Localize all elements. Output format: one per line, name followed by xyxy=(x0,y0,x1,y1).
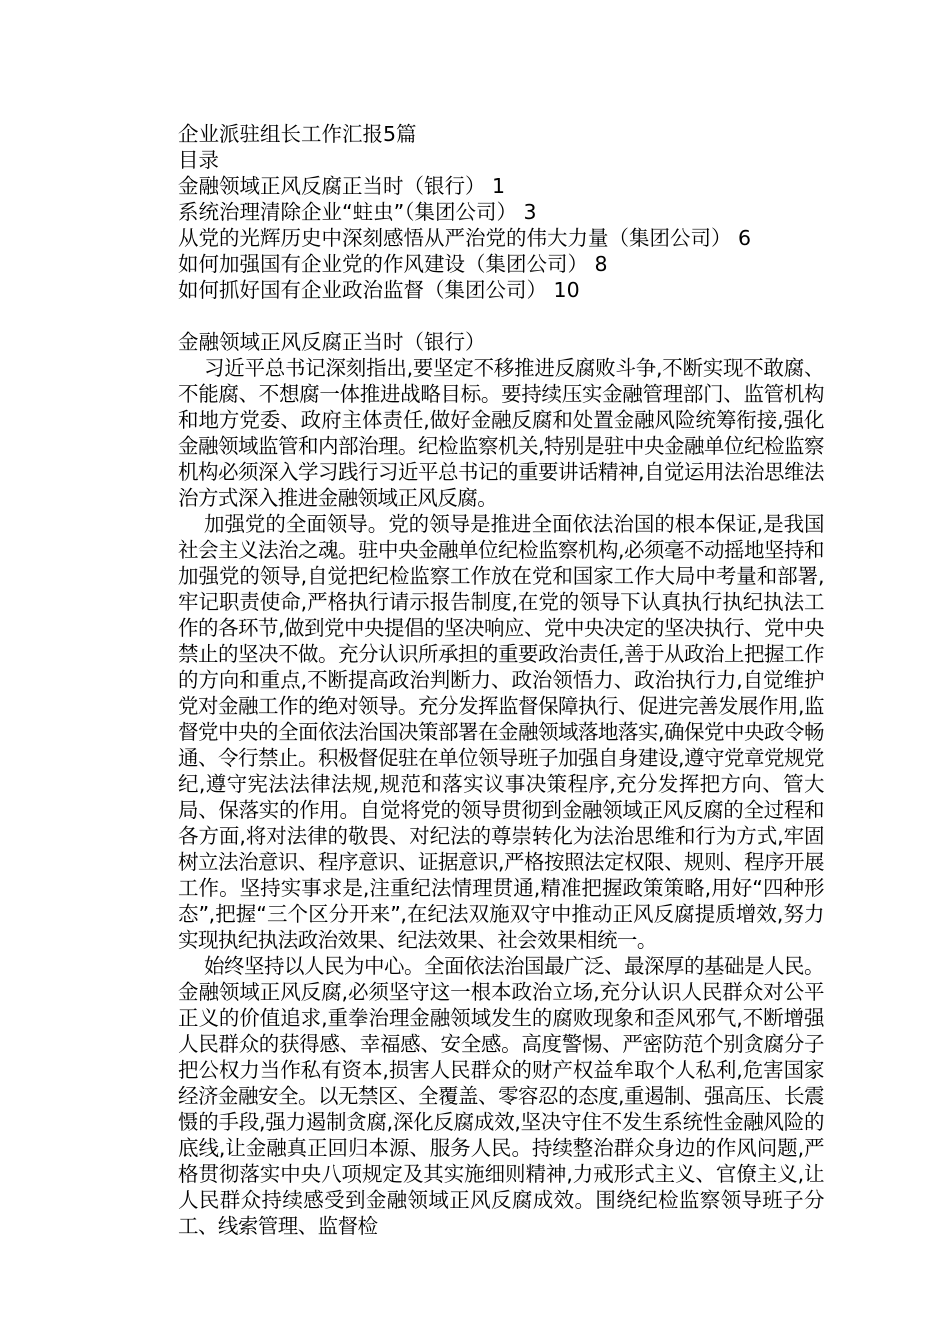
spacer xyxy=(178,303,824,329)
toc-heading: 目录 xyxy=(178,148,219,172)
table-of-contents xyxy=(178,173,824,303)
toc-entry-text: 如何加强国有企业党的作风建设（集团公司） xyxy=(178,252,588,276)
toc-entry-page: 6 xyxy=(738,226,752,250)
toc-entry-page: 8 xyxy=(594,252,608,276)
body-paragraph: 加强党的全面领导。党的领导是推进全面依法治国的根本保证,是我国社会主义法治之魂。驻中央金融单位纪检监察机构,必须毫不动摇地坚持和加强党的领导,自觉把纪检监察工作放在党和国家工作大局中考量和部署,牢记职责使命,严格执行请示报告制度,在党的领导下认真执行执纪执法工作的各环节,做到党中央提倡的坚决响应、党中央决定的坚决执行、党中央禁止的坚决不做。充分认识所承担的重要政治责任,善于从政治上把握工作的方向和重点,不断提高政治判断力、政治领悟力、政治执行力,自觉维护党对金融工作的绝对领导。充分发挥监督保障执行、促进完善发展作用,监督党中央的全面依法治国决策部署在金融领域落地落实,确保党中央政令畅通、令行禁止。积极督促驻在单位领导班子加强自身建设,遵守党章党规党纪,遵守宪法法律法规,规范和落实议事决策程序,充分发挥把方向、管大局、保落实的作用。自觉将党的领导贯彻到金融领域正风反腐的全过程和各方面,将对法律的敬畏、对纪法的尊崇转化为法治思维和行为方式,牢固树立法治意识、程序意识、证据意识,严格按照法定权限、规则、程序开展工作。坚持实事求是,注重纪法情理贯通,精准把握政策策略,用好“四种形态”,把握“三个区分开来”,在纪法双施双守中推动正风反腐提质增效,努力实现执纪执法政治效果、纪法效果、社会效果相统一。 xyxy=(178,512,824,952)
toc-entry-page: 10 xyxy=(553,278,580,302)
toc-entry-page: 1 xyxy=(492,174,506,198)
body-paragraph: 始终坚持以人民为中心。全面依法治国最广泛、最深厚的基础是人民。金融领域正风反腐,必须坚守这一根本政治立场,充分认识人民群众对公平正义的价值追求,重拳治理金融领域发生的腐败现象和歪风邪气,不断增强人民群众的获得感、幸福感、安全感。高度警惕、严密防范个别贪腐分子把公权力当作私有资本,损害人民群众的财产权益牟取个人私利,危害国家经济金融安全。以无禁区、全覆盖、零容忍的态度,重遏制、强高压、长震慑的手段,强力遏制贪腐,深化反腐成效,坚决守住不发生系统性金融风险的底线,让金融真正回归本源、服务人民。持续整治群众身边的作风问题,严格贯彻落实中央八项规定及其实施细则精神,力戒形式主义、官僚主义,让人民群众持续感受到金融领域正风反腐成效。围绕纪检监察领导班子分工、线索管理、监督检 xyxy=(178,954,824,1238)
toc-entry-page: 3 xyxy=(523,200,537,224)
body-paragraph: 习近平总书记深刻指出,要坚定不移推进反腐败斗争,不断实现不敢腐、不能腐、不想腐一体推进战略目标。要持续压实金融管理部门、监管机构和地方党委、政府主体责任,做好金融反腐和处置金融风险统筹衔接,强化金融领域监管和内部治理。纪检监察机关,特别是驻中央金融单位纪检监察机构必须深入学习践行习近平总书记的重要讲话精神,自觉运用法治思维法治方式深入推进金融领域正风反腐。 xyxy=(178,356,824,510)
toc-entry-text: 金融领域正风反腐正当时（银行） xyxy=(178,174,486,198)
toc-entry xyxy=(178,251,824,277)
toc-entry-text: 从党的光辉历史中深刻感悟从严治党的伟大力量（集团公司） xyxy=(178,226,732,250)
toc-entry xyxy=(178,173,824,199)
section-title: 金融领域正风反腐正当时（银行） xyxy=(178,330,486,354)
toc-entry xyxy=(178,277,824,303)
toc-entry-text: 系统治理清除企业“蛀虫”（集团公司） xyxy=(178,200,517,224)
document-body xyxy=(178,121,824,1239)
toc-entry xyxy=(178,225,824,251)
document-title: 企业派驻组长工作汇报5篇 xyxy=(178,122,417,146)
toc-entry-text: 如何抓好国有企业政治监督（集团公司） xyxy=(178,278,547,302)
toc-entry xyxy=(178,199,824,225)
